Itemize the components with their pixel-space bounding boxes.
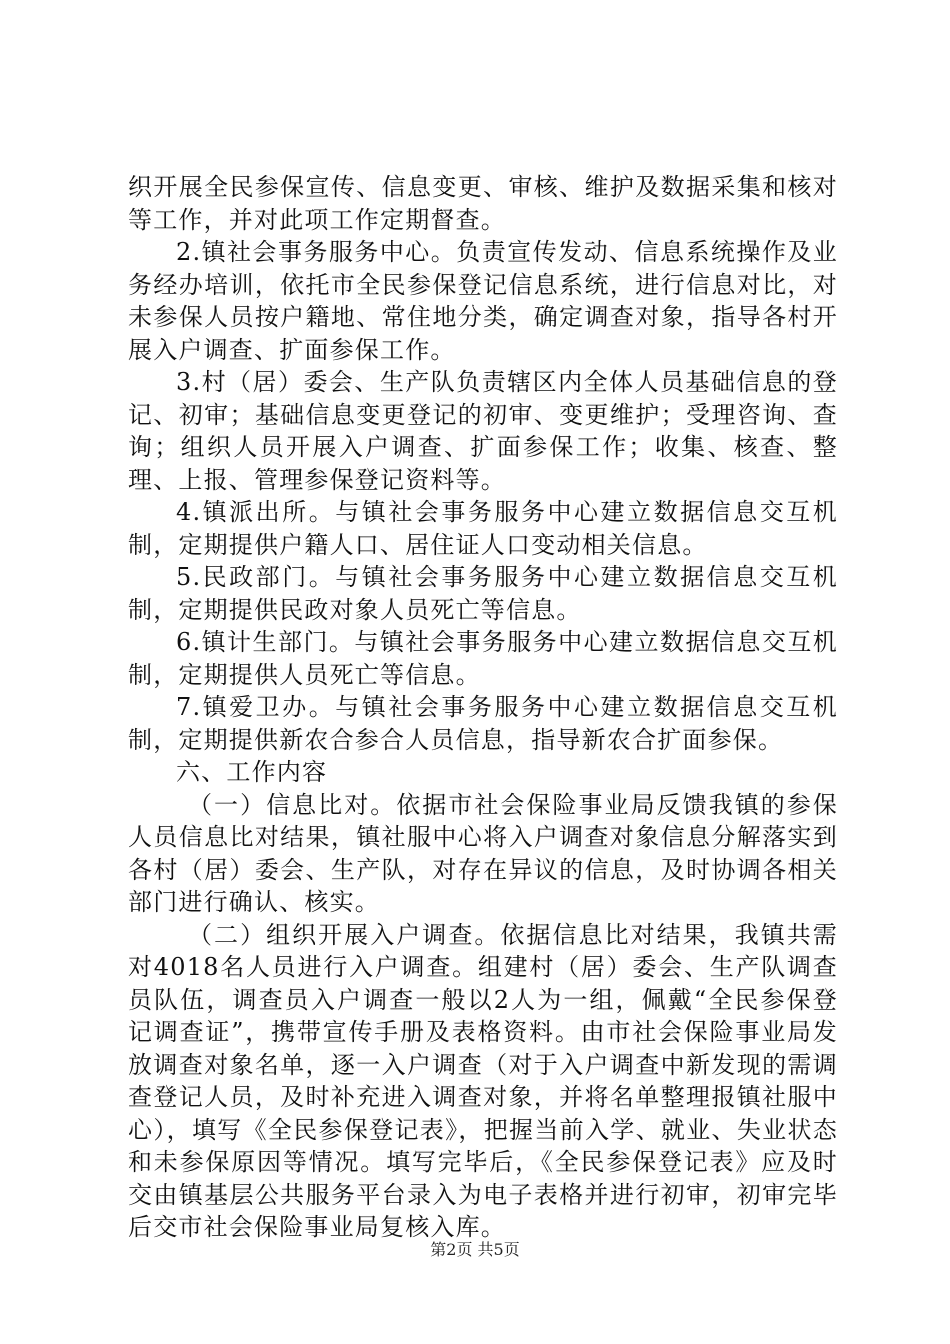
document-body: [128, 171, 838, 1244]
paragraph-item-3: 3.村（居）委会、生产队负责辖区内全体人员基础信息的登记、初审；基础信息变更登记的初审、变更维护；受理咨询、查询；组织人员开展入户调查、扩面参保工作；收集、核查、整理、上报、管理参保登记资料等。: [128, 368, 838, 494]
paragraph-item-6: 6.镇计生部门。与镇社会事务服务中心建立数据信息交互机制，定期提供人员死亡等信息。: [128, 628, 838, 689]
paragraph-info-comparison: （一）信息比对。依据市社会保险事业局反馈我镇的参保人员信息比对结果，镇社服中心将入户调查对象信息分解落实到各村（居）委会、生产队，对存在异议的信息，及时协调各相关部门进行确认、核实。: [128, 790, 838, 916]
page-footer: [0, 1240, 950, 1260]
section-heading-work-content: 六、工作内容: [176, 758, 328, 786]
page-number: 第2页 共5页: [430, 1240, 520, 1259]
paragraph-item-7: 7.镇爱卫办。与镇社会事务服务中心建立数据信息交互机制，定期提供新农合参合人员信息，指导新农合扩面参保。: [128, 693, 838, 754]
paragraph-item-4: 4.镇派出所。与镇社会事务服务中心建立数据信息交互机制，定期提供户籍人口、居住证人口变动相关信息。: [128, 498, 838, 559]
paragraph-item-5: 5.民政部门。与镇社会事务服务中心建立数据信息交互机制，定期提供民政对象人员死亡等信息。: [128, 563, 838, 624]
paragraph-household-survey: （二）组织开展入户调查。依据信息比对结果，我镇共需对4018名人员进行入户调查。组建村（居）委会、生产队调查员队伍，调查员入户调查一般以2人为一组，佩戴“全民参保登记调查证”，携带宣传手册及表格资料。由市社会保险事业局发放调查对象名单，逐一入户调查（对于入户调查中新发现的需调查登记人员，及时补充进入调查对象，并将名单整理报镇社服中心），填写《全民参保登记表》，把握当前入学、就业、失业状态和未参保原因等情况。填写完毕后，《全民参保登记表》应及时交由镇基层公共服务平台录入为电子表格并进行初审，初审完毕后交市社会保险事业局复核入库。: [128, 920, 838, 1241]
paragraph-item-2: 2.镇社会事务服务中心。负责宣传发动、信息系统操作及业务经办培训，依托市全民参保登记信息系统，进行信息对比，对未参保人员按户籍地、常住地分类，确定调查对象，指导各村开展入户调查、扩面参保工作。: [128, 238, 838, 364]
paragraph-continuation: 织开展全民参保宣传、信息变更、审核、维护及数据采集和核对等工作，并对此项工作定期督查。: [128, 173, 838, 234]
